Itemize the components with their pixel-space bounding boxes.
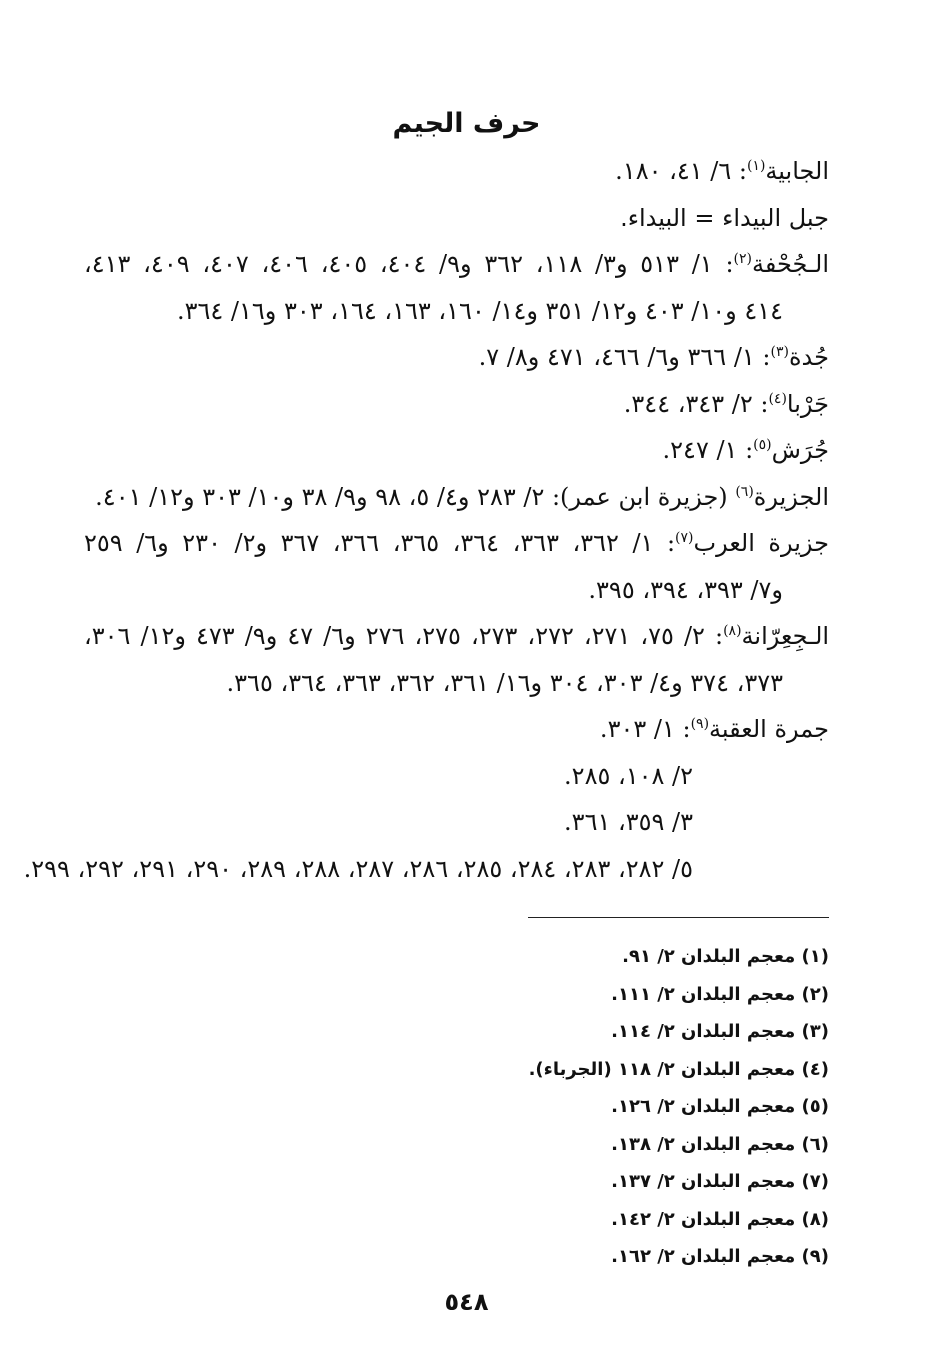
entry-term: جُدة [788, 343, 829, 371]
footnote: (٩) معجم البلدان ٢/ ١٦٢. [611, 1246, 829, 1267]
footnote: (٨) معجم البلدان ٢/ ١٤٢. [611, 1208, 829, 1230]
footnote: (٧) معجم البلدان ٢/ ١٣٧. [611, 1171, 829, 1192]
entry-refs: ٣٧٣، ٣٧٤ و٤/ ٣٠٣، ٣٠٤ و١٦/ ٣٦١، ٣٦٢، ٣٦٣، ٣٦٤، ٣٦٥. [226, 668, 783, 697]
footnotes [229, 938, 829, 1276]
footnote: (١) معجم البلدان ٢/ ٩١. [622, 946, 829, 967]
entry-term: الـجُحْفة [752, 250, 830, 278]
entry-term: جمرة العقبة [709, 715, 829, 743]
footnote-ref: (٩) [690, 716, 710, 732]
footnote-ref: (٧) [675, 530, 694, 546]
entry-refs: ٤١٤ و١٠/ ٤٠٣ و١٢/ ٣٥١ و١٤/ ١٦٠، ١٦٣، ١٦٤، ٣٠٣ و١٦/ ٣٦٤. [176, 296, 783, 325]
entry-refs: : ١/ ٥١٣ و٣/ ١١٨، ٣٦٢ و٩/ ٤٠٤، ٤٠٥، ٤٠٦، ٤٠٧، ٤٠٩، ٤١٣، [84, 250, 734, 278]
entry-term: الجابية [765, 157, 829, 185]
index-entry [84, 706, 829, 753]
footnote: (٣) معجم البلدان ٢/ ١١٤. [611, 1021, 829, 1042]
entry-refs: : ١/ ٣٦٦ و٦/ ٤٦٦، ٤٧١ و٨/ ٧. [478, 343, 771, 371]
index-entry [84, 474, 829, 521]
footnote-ref: (٨) [723, 623, 742, 639]
footnote-ref: (٥) [753, 437, 772, 453]
entry-refs: : ٢/ ٧٥، ٢٧١، ٢٧٢، ٢٧٣، ٢٧٥، ٢٧٦ و٦/ ٤٧ و٩/ ٤٧٣ و١٢/ ٣٠٦، [84, 622, 724, 650]
footnote-ref: (٢) [733, 251, 752, 267]
entry-term: جَرْبا [786, 389, 829, 418]
entry-refs: و٧/ ٣٩٣، ٣٩٤، ٣٩٥. [588, 575, 783, 604]
index-entry-continuation [84, 660, 829, 707]
footnote: (٥) معجم البلدان ٢/ ١٢٦. [611, 1096, 829, 1117]
entry-refs: (جزيرة ابن عمر): ٢/ ٢٨٣ و٤/ ٥، ٩٨ و٩/ ٣٨ و١٠/ ٣٠٣ و١٢/ ٤٠١. [95, 482, 736, 511]
index-entry-continuation [84, 753, 829, 800]
entry-refs: : ١/ ٣٠٣. [599, 715, 691, 743]
entry-refs: : ١/ ٢٤٧. [662, 436, 754, 464]
index-entry [84, 195, 829, 242]
index-entry [84, 381, 829, 428]
index-entry [84, 334, 829, 381]
index-entries [23, 148, 830, 892]
entry-refs: : ٦/ ٤١، ١٨٠. [615, 157, 747, 185]
footnote: (٢) معجم البلدان ٢/ ١١١. [611, 983, 829, 1005]
index-entry-continuation [84, 567, 829, 614]
index-entry [84, 427, 829, 474]
index-entry [84, 241, 829, 288]
section-heading: حرف الجيم [392, 108, 541, 139]
footnote: (٦) معجم البلدان ٢/ ١٣٨. [611, 1133, 829, 1155]
page-number: ٥٤٨ [444, 1288, 489, 1316]
entry-term: الـجِعِرّانة [741, 622, 830, 650]
footnote-ref: (٤) [768, 390, 787, 407]
entry-refs: ٣/ ٣٥٩، ٣٦١. [564, 808, 693, 836]
footnote-ref: (٦) [735, 483, 754, 500]
footnote-ref: (١) [746, 158, 766, 174]
entry-refs: : ٢/ ٣٤٣، ٣٤٤. [623, 389, 769, 418]
index-entry-continuation [84, 799, 829, 846]
entry-term: جزيرة العرب [693, 529, 829, 557]
entry-refs: : ١/ ٣٦٢، ٣٦٣، ٣٦٤، ٣٦٥، ٣٦٦، ٣٦٧ و٢/ ٢٣٠ و٦/ ٢٥٩ [84, 529, 676, 557]
footnote-separator [528, 917, 829, 918]
entry-refs: ٥/ ٢٨٢، ٢٨٣، ٢٨٤، ٢٨٥، ٢٨٦، ٢٨٧، ٢٨٨، ٢٨٩، ٢٩٠، ٢٩١، ٢٩٢، ٢٩٩. [23, 854, 693, 883]
index-entry [84, 613, 829, 660]
entry-refs: ٢/ ١٠٨، ٢٨٥. [564, 761, 693, 790]
entry-term: جُرَش [771, 436, 829, 464]
entry-term: الجزيرة [753, 482, 829, 511]
index-entry [84, 148, 829, 195]
index-entry-continuation [23, 846, 829, 893]
footnote-ref: (٣) [770, 344, 789, 360]
entry-term: جبل البيداء = البيداء. [620, 203, 829, 232]
index-entry-continuation [84, 288, 829, 335]
index-entry [84, 520, 829, 567]
footnote: (٤) معجم البلدان ٢/ ١١٨ (الجرباء). [528, 1058, 829, 1080]
